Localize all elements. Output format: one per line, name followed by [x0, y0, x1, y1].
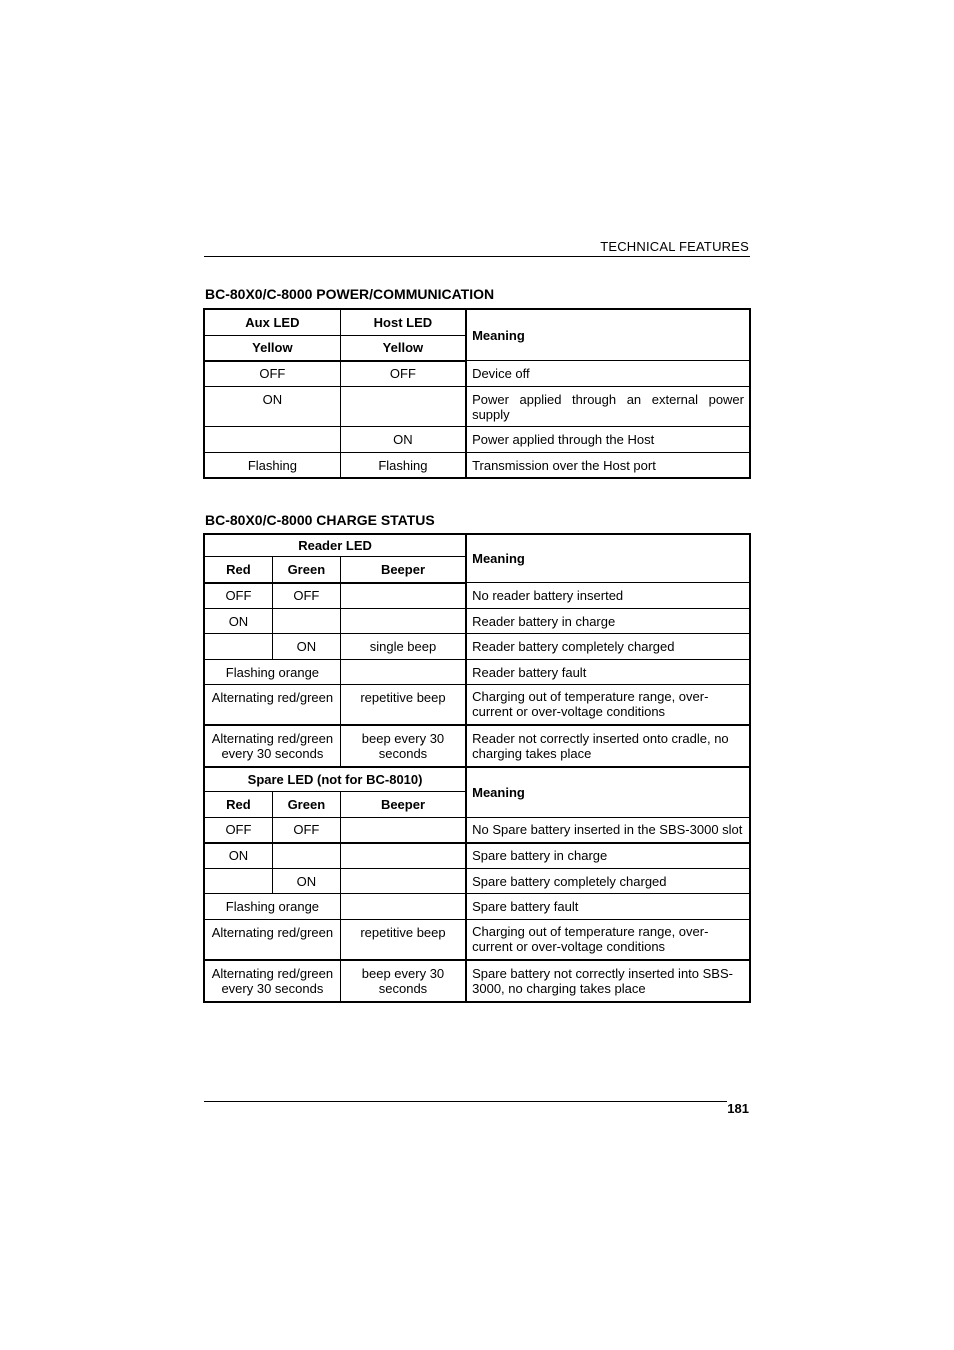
green-header: Green — [272, 557, 340, 583]
spare-group-header-row — [205, 767, 750, 792]
aux-cell — [205, 427, 341, 453]
led-state-cell: Alternating red/green — [205, 920, 341, 960]
red-cell: ON — [205, 843, 273, 869]
meaning-cell: Reader battery completely charged — [466, 634, 749, 660]
led-state-cell: Flashing orange — [205, 660, 341, 685]
power-table — [204, 309, 750, 478]
meaning-cell: Reader not correctly inserted onto cradle, no charging takes place — [466, 725, 749, 767]
page-number: 181 — [727, 1101, 749, 1116]
beeper-cell — [340, 609, 466, 634]
led-state-cell: Alternating red/green — [205, 685, 341, 725]
meaning-cell: Reader battery fault — [466, 660, 749, 685]
red-cell — [205, 634, 273, 660]
table-row — [205, 725, 750, 767]
charge-table — [204, 534, 750, 1002]
aux-led-header: Aux LED — [205, 310, 341, 336]
beeper-header: Beeper — [340, 557, 466, 583]
green-header: Green — [272, 792, 340, 818]
table-row — [205, 920, 750, 960]
green-cell: ON — [272, 634, 340, 660]
green-cell — [272, 843, 340, 869]
meaning-cell: Reader battery in charge — [466, 609, 749, 634]
red-header: Red — [205, 557, 273, 583]
meaning-cell: Spare battery not correctly inserted into SBS-3000, no charging takes place — [466, 960, 749, 1002]
host-cell: OFF — [340, 361, 466, 387]
meaning-cell: Spare battery in charge — [466, 843, 749, 869]
meaning-header: Meaning — [466, 767, 749, 818]
meaning-header: Meaning — [466, 535, 749, 583]
beeper-cell — [340, 818, 466, 843]
aux-cell: ON — [205, 387, 341, 427]
host-cell: Flashing — [340, 453, 466, 478]
beeper-cell: single beep — [340, 634, 466, 660]
beeper-cell: repetitive beep — [340, 685, 466, 725]
power-header-row — [205, 310, 750, 336]
table-row — [205, 685, 750, 725]
aux-cell: Flashing — [205, 453, 341, 478]
beeper-cell — [340, 894, 466, 920]
meaning-header: Meaning — [466, 310, 749, 361]
red-cell: ON — [205, 609, 273, 634]
charge-section-title: BC-80X0/C-8000 CHARGE STATUS — [205, 512, 435, 528]
red-cell: OFF — [205, 818, 273, 843]
table-row — [205, 609, 750, 634]
table-row — [205, 583, 750, 609]
beeper-cell: beep every 30 seconds — [340, 960, 466, 1002]
table-row — [205, 894, 750, 920]
table-row — [205, 818, 750, 843]
host-cell: ON — [340, 427, 466, 453]
spare-led-header: Spare LED (not for BC-8010) — [205, 767, 467, 792]
table-row — [205, 427, 750, 453]
beeper-cell — [340, 583, 466, 609]
table-row — [205, 361, 750, 387]
footer-rule — [204, 1101, 727, 1102]
beeper-cell — [340, 843, 466, 869]
beeper-cell — [340, 869, 466, 894]
meaning-cell: Power applied through an external power supply — [466, 387, 749, 427]
red-cell: OFF — [205, 583, 273, 609]
running-header: TECHNICAL FEATURES — [600, 239, 749, 254]
beeper-cell: beep every 30 seconds — [340, 725, 466, 767]
meaning-cell: Device off — [466, 361, 749, 387]
red-cell — [205, 869, 273, 894]
beeper-cell: repetitive beep — [340, 920, 466, 960]
meaning-cell: Charging out of temperature range, over-current or over-voltage conditions — [466, 920, 749, 960]
green-cell: OFF — [272, 818, 340, 843]
meaning-cell: Power applied through the Host — [466, 427, 749, 453]
led-state-cell: Flashing orange — [205, 894, 341, 920]
host-led-header: Host LED — [340, 310, 466, 336]
red-header: Red — [205, 792, 273, 818]
table-row — [205, 387, 750, 427]
green-cell: OFF — [272, 583, 340, 609]
table-row — [205, 453, 750, 478]
beeper-header: Beeper — [340, 792, 466, 818]
aux-color-header: Yellow — [205, 336, 341, 361]
meaning-cell: No reader battery inserted — [466, 583, 749, 609]
host-cell — [340, 387, 466, 427]
meaning-cell: Spare battery fault — [466, 894, 749, 920]
reader-group-header-row — [205, 535, 750, 557]
aux-cell: OFF — [205, 361, 341, 387]
meaning-cell: Charging out of temperature range, over-current or over-voltage conditions — [466, 685, 749, 725]
power-section-title: BC-80X0/C-8000 POWER/COMMUNICATION — [205, 286, 495, 302]
green-cell: ON — [272, 869, 340, 894]
meaning-cell: Spare battery completely charged — [466, 869, 749, 894]
beeper-cell — [340, 660, 466, 685]
table-row — [205, 634, 750, 660]
header-rule — [204, 256, 750, 257]
host-color-header: Yellow — [340, 336, 466, 361]
table-row — [205, 843, 750, 869]
table-row — [205, 660, 750, 685]
green-cell — [272, 609, 340, 634]
meaning-cell: No Spare battery inserted in the SBS-3000 slot — [466, 818, 749, 843]
led-state-cell: Alternating red/green every 30 seconds — [205, 725, 341, 767]
reader-led-header: Reader LED — [205, 535, 467, 557]
led-state-cell: Alternating red/green every 30 seconds — [205, 960, 341, 1002]
table-row — [205, 869, 750, 894]
table-row — [205, 960, 750, 1002]
meaning-cell: Transmission over the Host port — [466, 453, 749, 478]
